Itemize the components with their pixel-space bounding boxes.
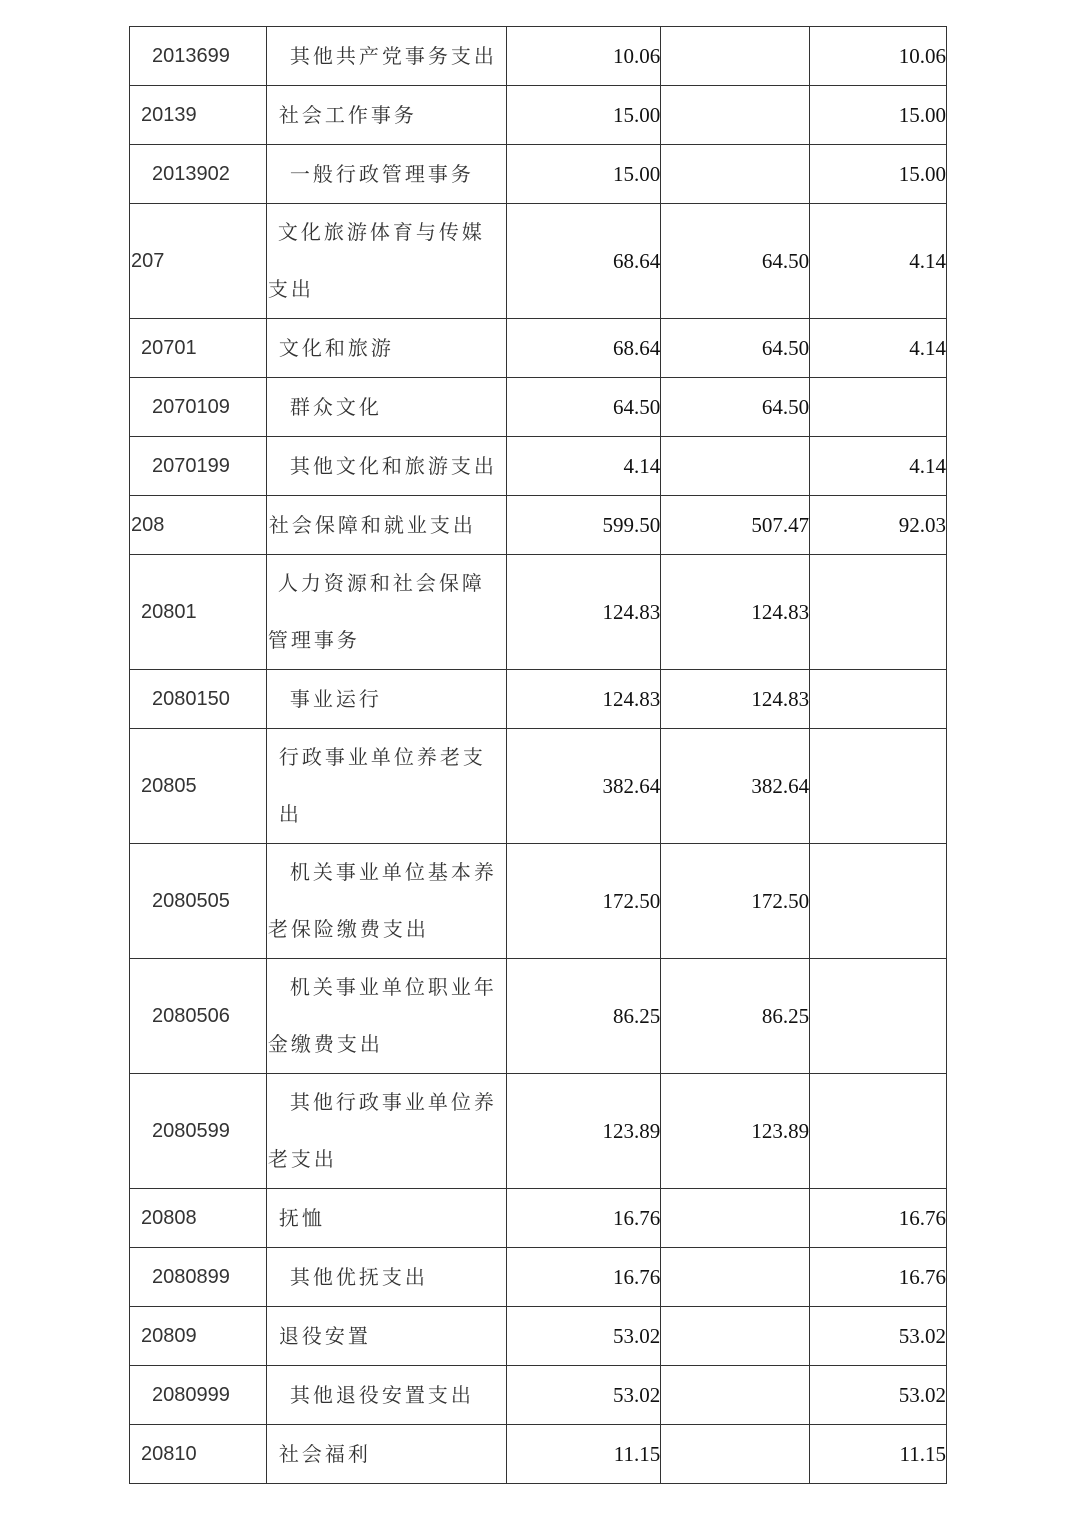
row-total: 124.83 xyxy=(507,670,661,729)
row-project: 11.15 xyxy=(810,1425,947,1484)
table-row xyxy=(130,1189,947,1248)
row-code: 2080899 xyxy=(130,1248,267,1307)
row-project: 15.00 xyxy=(810,145,947,204)
row-project xyxy=(810,1074,947,1189)
row-code: 2080506 xyxy=(130,959,267,1074)
row-name: 其他共产党事务支出 xyxy=(266,27,506,86)
row-code: 2070199 xyxy=(130,437,267,496)
row-total: 86.25 xyxy=(507,959,661,1074)
row-total: 68.64 xyxy=(507,204,661,319)
row-basic xyxy=(661,145,810,204)
row-basic: 382.64 xyxy=(661,729,810,844)
row-name: 其他文化和旅游支出 xyxy=(266,437,506,496)
row-name: 退役安置 xyxy=(266,1307,506,1366)
row-code: 20801 xyxy=(130,555,267,670)
row-name: 事业运行 xyxy=(266,670,506,729)
row-code: 20139 xyxy=(130,86,267,145)
row-total: 15.00 xyxy=(507,145,661,204)
row-code: 20809 xyxy=(130,1307,267,1366)
row-name: 人力资源和社会保障管理事务 xyxy=(266,555,506,670)
row-project xyxy=(810,959,947,1074)
row-project: 4.14 xyxy=(810,437,947,496)
row-name: 机关事业单位职业年金缴费支出 xyxy=(266,959,506,1074)
row-total: 124.83 xyxy=(507,555,661,670)
row-project: 4.14 xyxy=(810,319,947,378)
row-name: 文化旅游体育与传媒支出 xyxy=(266,204,506,319)
table-row xyxy=(130,204,947,319)
row-project xyxy=(810,378,947,437)
row-name: 行政事业单位养老支出 xyxy=(266,729,506,844)
row-name: 其他行政事业单位养老支出 xyxy=(266,1074,506,1189)
row-code: 2080150 xyxy=(130,670,267,729)
table-row xyxy=(130,437,947,496)
table-row xyxy=(130,844,947,959)
row-total: 599.50 xyxy=(507,496,661,555)
row-total: 11.15 xyxy=(507,1425,661,1484)
table-row xyxy=(130,1248,947,1307)
row-project xyxy=(810,670,947,729)
row-project xyxy=(810,555,947,670)
expenditure-table xyxy=(129,26,947,1484)
row-code: 2080599 xyxy=(130,1074,267,1189)
row-code: 207 xyxy=(130,204,267,319)
row-total: 68.64 xyxy=(507,319,661,378)
row-project: 53.02 xyxy=(810,1307,947,1366)
row-basic: 124.83 xyxy=(661,555,810,670)
row-project xyxy=(810,844,947,959)
row-project xyxy=(810,729,947,844)
table-row xyxy=(130,1074,947,1189)
row-code: 20808 xyxy=(130,1189,267,1248)
table-row xyxy=(130,496,947,555)
row-basic: 64.50 xyxy=(661,378,810,437)
row-basic xyxy=(661,27,810,86)
row-basic xyxy=(661,437,810,496)
table-row xyxy=(130,319,947,378)
row-name: 群众文化 xyxy=(266,378,506,437)
row-total: 53.02 xyxy=(507,1307,661,1366)
row-basic: 123.89 xyxy=(661,1074,810,1189)
row-total: 172.50 xyxy=(507,844,661,959)
row-code: 20701 xyxy=(130,319,267,378)
row-basic xyxy=(661,1425,810,1484)
row-name: 其他退役安置支出 xyxy=(266,1366,506,1425)
row-basic: 64.50 xyxy=(661,204,810,319)
row-name: 社会工作事务 xyxy=(266,86,506,145)
row-project: 53.02 xyxy=(810,1366,947,1425)
row-project: 10.06 xyxy=(810,27,947,86)
table-row xyxy=(130,729,947,844)
row-total: 10.06 xyxy=(507,27,661,86)
row-total: 123.89 xyxy=(507,1074,661,1189)
table-row xyxy=(130,1366,947,1425)
row-name: 机关事业单位基本养老保险缴费支出 xyxy=(266,844,506,959)
row-project: 16.76 xyxy=(810,1248,947,1307)
row-basic xyxy=(661,1248,810,1307)
table-row xyxy=(130,27,947,86)
row-code: 2070109 xyxy=(130,378,267,437)
row-project: 15.00 xyxy=(810,86,947,145)
row-name: 抚恤 xyxy=(266,1189,506,1248)
row-basic xyxy=(661,1189,810,1248)
table-row xyxy=(130,378,947,437)
row-name: 文化和旅游 xyxy=(266,319,506,378)
row-name: 一般行政管理事务 xyxy=(266,145,506,204)
row-code: 2080999 xyxy=(130,1366,267,1425)
row-basic: 64.50 xyxy=(661,319,810,378)
table-row xyxy=(130,145,947,204)
table-row xyxy=(130,1425,947,1484)
table-row xyxy=(130,670,947,729)
row-code: 2013902 xyxy=(130,145,267,204)
table-row xyxy=(130,86,947,145)
row-code: 20805 xyxy=(130,729,267,844)
row-project: 16.76 xyxy=(810,1189,947,1248)
table-row xyxy=(130,1307,947,1366)
row-total: 15.00 xyxy=(507,86,661,145)
row-basic: 507.47 xyxy=(661,496,810,555)
table-row xyxy=(130,555,947,670)
row-code: 2080505 xyxy=(130,844,267,959)
row-name: 社会福利 xyxy=(266,1425,506,1484)
row-name: 其他优抚支出 xyxy=(266,1248,506,1307)
row-basic xyxy=(661,1307,810,1366)
row-project: 4.14 xyxy=(810,204,947,319)
row-basic: 124.83 xyxy=(661,670,810,729)
row-total: 53.02 xyxy=(507,1366,661,1425)
table-row xyxy=(130,959,947,1074)
row-total: 16.76 xyxy=(507,1189,661,1248)
row-code: 2013699 xyxy=(130,27,267,86)
row-name: 社会保障和就业支出 xyxy=(266,496,506,555)
row-basic xyxy=(661,1366,810,1425)
row-total: 64.50 xyxy=(507,378,661,437)
row-total: 16.76 xyxy=(507,1248,661,1307)
row-code: 20810 xyxy=(130,1425,267,1484)
row-total: 382.64 xyxy=(507,729,661,844)
row-basic: 172.50 xyxy=(661,844,810,959)
row-project: 92.03 xyxy=(810,496,947,555)
row-total: 4.14 xyxy=(507,437,661,496)
row-code: 208 xyxy=(130,496,267,555)
expenditure-table-body xyxy=(130,27,947,1484)
row-basic: 86.25 xyxy=(661,959,810,1074)
row-basic xyxy=(661,86,810,145)
